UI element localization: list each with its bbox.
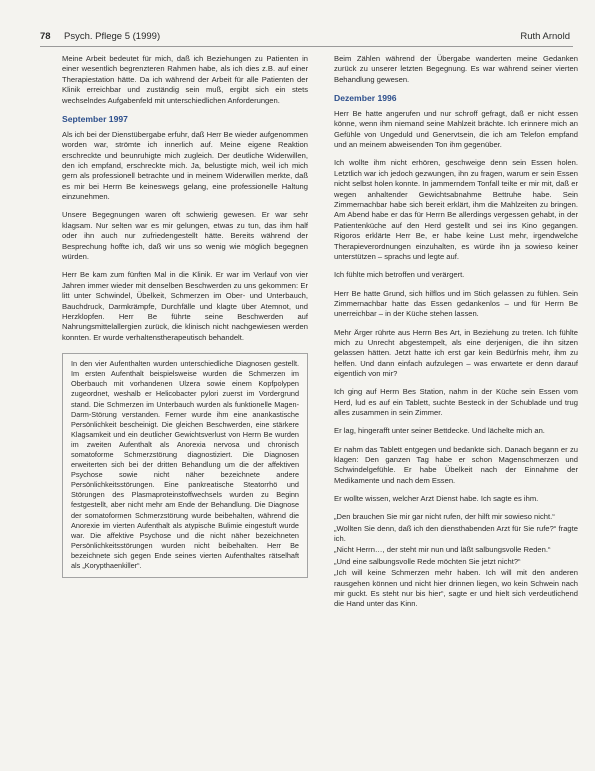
- paragraph: Unsere Begegnungen waren oft schwierig gewesen. Er war sehr klagsam. Nur selten war es mir gelungen, etwas zu tun, das ihm half oder ihn auch nur zufriedengestellt hätte. Bereits während der Besprechung hoffte ich, daß wir uns so wenig wie möglich begegnen würden.: [62, 210, 308, 262]
- header-rule: [40, 46, 573, 47]
- box-text: In den vier Aufenthalten wurden unterschiedliche Diagnosen gestellt. Im ersten Aufenthalt beispielsweise wurden die Schmerzen im Oberbauch mit vorhandenen Ulzera sowie einem Kopfpolypen zugeordnet, weshalb er Helicobacter pylori zuerst im Vordergrund stand. Die Schmerzen im Unterbauch wurden als funktionelle Magen-Darm-Störung verstanden. Ferner wurde ihm eine anankastische Persönlichkeit bescheinigt. Die gleichen Beschwerden, eine stärkere Klagsamkeit und ein deutlicher Gewichtsverlust von Herrn Be wurden im zweiten Aufenthalt als Anorexia nervosa und chronisch somatoforme Schmerzstörung diagnostiziert. Die Diagnosen erweiterten sich bei der dritten Behandlung um die der affektiven Psychose sowie nicht näher bezeichnete andere Persönlichkeitsstörungen. Eine pankreatische Steatorrhö und Störungen des Plasmaproteinstoffwechsels wurden zu Beginn festgestellt, aber nicht mehr am Ende der Behandlung. Die Diagnose der somatoformen Schmerzstörung wurde beibehalten, während die Anorexie im vierten Aufenthalt als atypische Bulimie eingestuft wurde war. Die affektive Psychose und die nicht näher bezeichneten Persönlichkeitsstörungen wurden nicht beibehalten. Herr Be bezeichnete sich gegen Ende seines vierten Aufenthaltes rätselhaft als „Korypthaenkiller“.: [71, 359, 299, 571]
- paragraph: Als ich bei der Dienstübergabe erfuhr, daß Herr Be wieder aufgenommen worden war, strömte ich innerlich auf. Meine eigene Reaktion erschreckte und beunruhigte mich zugleich. Der deutliche Widerwillen, den ich empfand, erschreckte mich. Ja, belustigte mich, weil ich mich gern als professionell betrachte und in meinem Widerwillen merkte, daß es mir bei Herrn Be keineswegs gelang, eine professionelle Haltung einzunehmen.: [62, 129, 308, 202]
- dialogue-line: „Den brauchen Sie mir gar nicht rufen, der hilft mir sowieso nicht.“: [334, 512, 555, 522]
- author-name: Ruth Arnold: [520, 31, 570, 42]
- section-heading: September 1997: [62, 113, 128, 124]
- paragraph: Er wollte wissen, welcher Arzt Dienst habe. Ich sagte es ihm.: [334, 493, 539, 503]
- paragraph: Ich wollte ihm nicht erhören, geschweige denn sein Essen holen. Letztlich war ich jedoch gezwungen, ihn zu fragen, warum er sein Essen nicht selbst holen konnte. In jammerndem Tonfall teilte er mir mit, daß er wegen anhaltender Gewichtsabnahme Bettruhe habe. Sein Zimmernachbar habe sich bereit erklärt, ihm die Mahlzeiten zu bringen. Am Abend habe er das für Herrn Be allerdings vergessen gehabt, in der Patientenküche auf den Herd gestellt und sei ins Kino gegangen. Rigoros erklärte Herr Be, er habe keine Lust mehr, irgendwelche Therapieverordnungen einzuhalten, es würde ihn ja sowieso keiner unterstützen – sprachs und legte auf.: [334, 158, 578, 262]
- paragraph: Meine Arbeit bedeutet für mich, daß ich Beziehungen zu Patienten in einer wesentlich begrenzteren Rahmen habe, als ich dies z.B. auf einer Therapiestation hätte. Da ich während der Arbeit für alle Patienten der Klinik erreichbar und zuständig sein muß, ergibt sich ein stets wechselndes Aufgabenfeld mit unterschiedlichen Anforderungen.: [62, 54, 308, 105]
- paragraph: Er lag, hingerafft unter seiner Bettdecke. Und lächelte mich an.: [334, 426, 545, 436]
- left-column: [62, 54, 308, 578]
- dialogue-block: [334, 512, 578, 610]
- paragraph: Herr Be hatte angerufen und nur schroff gefragt, daß er nicht essen könne, wenn ihm niemand seine Mahlzeit brächte. Ich erinnere mich an Gefühle von Ungeduld und Genervtsein, die ich am Telefon empfand und an meinem abweisenden Ton ihm gegenüber.: [334, 109, 578, 150]
- paragraph: Herr Be kam zum fünften Mal in die Klinik. Er war im Verlauf von vier Jahren immer wieder mit denselben Beschwerden zu uns gekommen: Er litt unter Schwindel, Übelkeit, Schmerzen im Ober- und Unterbauch, Bauchdruck, Darmkrämpfe, Durchfälle und klagte über Atemnot, und Herzklopfen. Herr Be führte seine Beschwerden auf Nahrungsmittelallergien zurück, die klinisch nicht nachgewiesen werden konnten. Er wurde verhaltenstherapeutisch behandelt.: [62, 270, 308, 342]
- paragraph: Ich fühlte mich betroffen und verärgert.: [334, 270, 465, 280]
- page-number: 78: [40, 31, 51, 42]
- dialogue-line: „Ich will keine Schmerzen mehr haben. Ich will mit den anderen rausgehen können und nicht hier drinnen liegen, wo kein Schwein nach mir guckt. Es steht nur bis hier“, sagte er und hielt sich verdeutlichend die Hand unter das Kinn.: [334, 568, 578, 609]
- paragraph: Beim Zählen während der Übergabe wanderten meine Gedanken zurück zu unserer letzten Begegnung. Es war während seiner vierten Behandlung gewesen.: [334, 54, 578, 84]
- paragraph: Ich ging auf Herrn Bes Station, nahm in der Küche sein Essen vom Herd, lud es auf ein Tablett, suchte Besteck in der Schublade und trug alles zusammen in sein Zimmer.: [334, 387, 578, 418]
- dialogue-line: „Nicht Herrn…, der steht mir nun und läßt salbungsvolle Reden.“: [334, 545, 551, 555]
- paragraph: Herr Be hatte Grund, sich hilflos und im Stich gelassen zu fühlen. Sein Zimmernachbar hatte das Essen gedankenlos – und für Herrn Be unerreichbar – in der Küche stehen lassen.: [334, 288, 578, 319]
- paragraph: Er nahm das Tablett entgegen und bedankte sich. Danach begann er zu klagen: Den ganzen Tag habe er schon Magenschmerzen und Schwindelgefühle. Er habe Übelkeit nach der Einnahme der Medikamente und nach dem Essen.: [334, 444, 578, 485]
- info-box: [62, 353, 308, 578]
- dialogue-line: „Und eine salbungsvolle Rede möchten Sie jetzt nicht?“: [334, 556, 521, 566]
- running-header: [40, 30, 570, 44]
- section-heading: Dezember 1996: [334, 93, 397, 104]
- dialogue-line: „Wollten Sie denn, daß ich den diensthabenden Arzt für Sie rufe?“ fragte ich.: [334, 523, 578, 543]
- journal-citation: Psych. Pflege 5 (1999): [64, 31, 161, 42]
- paragraph: Mehr Ärger rührte aus Herrn Bes Art, in Beziehung zu treten. Ich fühlte mich zu Unrecht abgestempelt, als eine derjenigen, die ihn sitzen gelassen hätten. Jetzt hatte ich erst gar kein Bedürfnis mehr, ihm zu helfen. Und dann einfach aufzulegen – was erwartete er denn darauf eigentlich von mir?: [334, 327, 578, 379]
- right-column: [334, 54, 578, 611]
